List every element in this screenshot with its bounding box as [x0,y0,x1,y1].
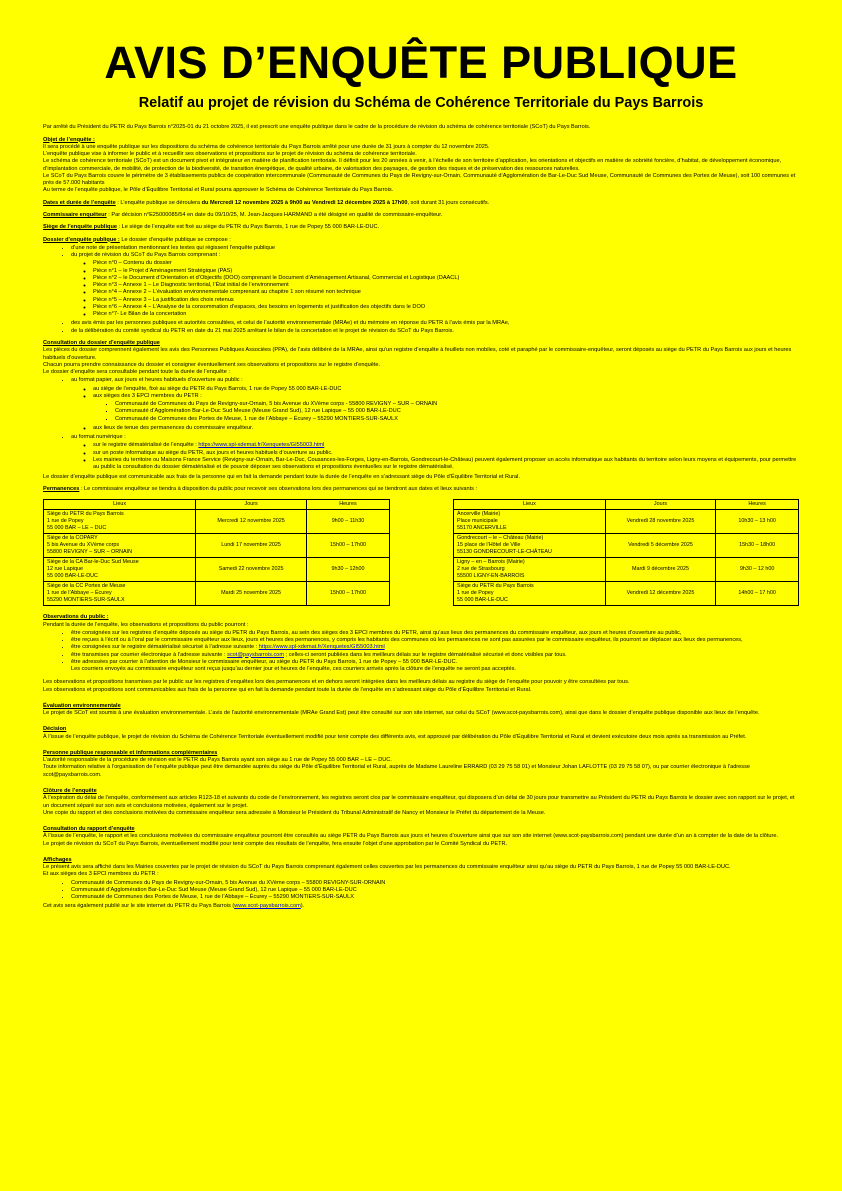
list-item-label: du projet de révision du SCoT du Pays Barrois comprenant : [71,252,221,259]
section-cloture [43,788,799,817]
list-item: ◦ aux lieux de tenue des permanences du commissaire enquêteur. [93,425,799,432]
list-item [71,377,799,432]
email-link[interactable]: scot@paysbarrois.com [227,651,285,658]
list-item: ◦ Pièce n°4 – Annexe 2 – L’évaluation environnementale comprenant au chapitre 1 son résumé non technique [93,289,799,296]
page-title: AVIS D’ENQUÊTE PUBLIQUE [104,37,738,88]
paragraph: Les pièces du dossier comprennent également les avis des Personnes Publiques Associées (PPA), de l’avis délibéré de la MRAe, ainsi qu’un registre d’enquête à feuillets non mobiles, coté et paraphé par le commissaire-enquêteur, seront déposés au siège du PETR du Pays Barrois aux jours et heures habituels d’ouverture. [43,347,792,361]
permanences-table-right [453,499,799,606]
sublist [71,442,799,471]
section-heading: Objet de l’enquête : [43,136,95,143]
heure-cell: 15h30 – 18h00 [716,534,799,558]
text: ; celles-ci seront publiées dans les meilleurs délais sur le registre dématérialisé sécurisé et donc visibles par tous. [284,651,567,658]
lieu-line: 1 rue de Popey [457,590,494,597]
lieu-line: Place municipale [457,518,498,525]
lieu-cell [454,510,606,534]
lieu-cell [454,558,606,582]
paragraph: Toute information relative à l’organisation de l’enquête publique peut être demandée auprès du siège du Pôle d’Équilibre Territorial et Rural, auprès de Madame Laureline ERRARD (03 29 75 58 01) et Monsieur Johan LAFLOTTE (03 29 75 58 07), ou par courrier électronique à l’adresse scot@paysbarrois.com. [43,764,750,778]
jour-cell: Vendredi 12 décembre 2025 [605,582,715,606]
list-item: ▪ Communauté de Communes des Portes de Meuse, 1 rue de l’Abbaye – Écurey – 55290 MONTIERS-SUR-SAULX [115,416,799,423]
section-heading: Décision [43,726,67,733]
list-item [93,442,799,449]
section-affichages [43,857,799,911]
date-range: du Mercredi 12 novembre 2025 à 9h00 au Vendredi 12 décembre 2025 à 17h00 [201,199,408,206]
list-item: ▪ Communauté de Communes du Pays de Revigny-sur-Ornain, 5 bis Avenue du XVème corps - 55800 REVIGNY – SUR – ORNAIN [115,401,799,408]
section-consultation [43,340,799,481]
section-decision [43,726,799,741]
lieu-line: 55 000 BAR – LE – DUC [47,525,107,532]
list-item: • des avis émis par les personnes publiques et autorités consultées, et celui de l’autorité environnementale (MRAe) et du mémoire en réponse du PETR à l’avis émis par la MRAe, [71,320,799,327]
section-heading: Affichages [43,856,72,863]
page-subtitle: Relatif au projet de révision du Schéma de Cohérence Territoriale du Pays Barrois [138,94,704,111]
text: : L’enquête publique se déroulera [115,199,202,206]
column-header: Lieux [44,500,196,510]
list-item: • Communauté de Communes des Portes de Meuse, 1 rue de l’Abbaye – Écurey – 55290 MONTIERS-SUR-SAULX [71,894,799,901]
table-row [454,582,799,606]
lieu-line: Siège du PETR du Pays Barrois [457,583,534,590]
heure-cell: 15h00 – 17h00 [306,582,389,606]
list-item: ◦ Pièce n°0 – Contenu du dossier [93,260,799,267]
column-header: Jours [196,500,307,510]
heure-cell: 14h00 – 17 h00 [716,582,799,606]
registre-link[interactable]: https://www.spl-xdemat.fr/Xenquetes/GI55003.html [198,442,325,449]
lieu-line: 1 rue de l’Abbaye – Écurey [47,590,112,597]
list-item: • être consignées sur les registres d’enquête déposés au siège du PETR du Pays Barrois, au sein des sièges des 3 EPCI membres du PETR, ainsi qu’aux lieux des permanences du commissaire enquêteur, aux jours et heures d’ouverture au public, [71,630,799,637]
table-row [44,534,390,558]
paragraph: L’autorité responsable de la procédure de révision est le PETR du Pays Barrois ayant son siège au 1 rue de Popey 55 000 BAR – LE – DUC. [43,757,392,764]
jour-cell: Samedi 22 novembre 2025 [196,558,307,582]
epci-list [93,401,799,423]
section-dossier [43,237,799,335]
consultation-list [43,377,799,471]
section-heading: Observations du public : [43,614,109,621]
section-heading: Permanences [43,485,80,492]
section-heading: Dates et durée de l’enquête [43,199,116,206]
lieu-cell [454,582,606,606]
jour-cell: Mardi 25 novembre 2025 [196,582,307,606]
lieu-cell [44,534,196,558]
list-item: ◦ Pièce n°3 – Annexe 1 – Le Diagnostic territorial, l’État initial de l’environnement [93,282,799,289]
section-objet [43,137,799,195]
section-heading: Consultation du rapport d’enquête [43,826,135,833]
registre-link[interactable]: https://www.spl-xdemat.fr/Xenquetes/GI55003.html [258,644,385,651]
lieu-cell [44,582,196,606]
table-row [44,510,390,534]
section-responsable [43,750,799,779]
section-heading: Siège de l’enquête publique [43,224,117,231]
paragraph: Une copie du rapport et des conclusions motivées du commissaire enquêteur sera adressée à Monsieur le Président du Tribunal Administratif de Nancy et Monsieur le Préfet du département de la Meuse. [43,809,546,816]
lieu-line: 55 000 BAR-LE-DUC [47,573,98,580]
table-row [454,558,799,582]
list-item [93,393,799,423]
text: sur le registre dématérialisé de l’enquête : [93,442,199,449]
lieu-line: 55500 LIGNY-EN-BARROIS [457,573,525,580]
section-heading: Consultation du dossier d’enquête publique [43,339,160,346]
column-header: Heures [716,500,799,510]
lieu-line: 55290 MONTIERS-SUR-SAULX [47,597,125,604]
heure-cell: 9h30 – 12 h00 [716,558,799,582]
section-evaluation [43,703,799,718]
list-item: ◦ Pièce n°2 – le Document d’Orientation et d’Objectifs (DOO) comprenant le Document d’Aménagement Artisanal, Commercial et Logistique (DAACL) [93,275,799,282]
paragraph: Le dossier d’enquête sera consultable pendant toute la durée de l’enquête : [43,369,230,376]
sublist [71,386,799,433]
text: Cet avis sera également publié sur le site internet du PETR du Pays Barrois ( [43,903,235,910]
lieu-line: 55130 GONDRECOURT-LE-CHÂTEAU [457,549,552,556]
list-item-label: aux sièges des 3 EPCI membres du PETR : [93,392,202,399]
list-item: • Communauté d’Agglomération Bar-Le-Duc Sud Meuse (Meuse Grand Sud), 12 rue Lapique – 55 000 BAR-LE-DUC [71,887,799,894]
section-heading: Commissaire enquêteur [43,212,107,218]
list-item: ◦ Les mairies du territoire ou Maisons France Service (Revigny-sur-Ornain, Bar-Le-Duc, Cousances-les-Forges, Ligny-en-Barrois, Gondrecourt-le-Château) peuvent également proposer un accès informatique aux habitants du territoire selon leurs moyens et équipements, pour permettre au public la consultation du dossier dématérialisé et de pouvoir déposer ses observations et propositions éventuelles sur le registre dématérialisé. [93,457,799,472]
column-header: Heures [306,500,389,510]
notice-page [43,38,799,911]
lieu-line: Siège de la CA Bar-le-Duc Sud Meuse [47,559,139,566]
text: : Le commissaire enquêteur se tiendra à disposition du public pour recevoir ses observations lors des permanences qui se tiendront aux dates et lieux suivants : [79,485,478,492]
section-heading: Personne publique responsable et informations complémentaires [43,749,218,756]
list-item: ◦ Pièce n°1 – le Projet d’Aménagement Stratégique (PAS) [93,268,799,275]
text: Les courriers envoyés au commissaire enquêteur sont reçus jusqu’au dernier jour et heures de l’enquête, ces courriers arrivés après la clôture de l’enquête ne seront pas acceptés. [71,666,516,673]
intro-paragraph: Par arrêté du Président du PETR du Pays Barrois n°2025-01 du 21 octobre 2025, il est prescrit une enquête publique dans le cadre de la procédure de révision du schéma de cohérence territoriale (SCoT) du Pays Barrois. [43,124,591,131]
text: ). [300,903,305,910]
column-header: Jours [605,500,715,510]
text: , soit durant 31 jours consécutifs. [407,199,490,206]
lieu-line: 1 rue de Popey [47,518,84,525]
list-item: ◦ sur un poste informatique au siège du PETR, aux jours et heures habituels d’ouverture au public. [93,450,799,457]
heure-cell: 9h30 – 12h00 [306,558,389,582]
paragraph [43,903,799,910]
text: : Le siège de l’enquête est fixé au siège du PETR du Pays Barrois, 1 rue de Popey 55 000 BAR-LE-DUC. [116,224,380,231]
website-link[interactable]: www.scot-paysbarrois.com [234,903,301,910]
section-commissaire [43,212,799,219]
paragraph: Pendant la durée de l’enquête, les observations et propositions du public pourront : [43,621,249,628]
paragraph: Au terme de l’enquête publique, le Pôle d’Équilibre Territorial et Rural pourra approuver le Schéma de Cohérence Territoriale du Pays Barrois. [43,187,394,194]
lieu-line: Siège de la CC Portes de Meuse [47,583,126,590]
text: être consignées sur le registre dématérialisé sécurisé à l’adresse suivante : [71,644,259,651]
paragraph: À l’expiration du délai de l’enquête, conformément aux articles R123-18 et suivants du code de l’environnement, les registres seront clos par le commissaire enquêteur, qui disposera d’un délai de 30 jours pour transmettre au Président du PETR du Pays Barrois le dossier avec son rapport sur le projet, et un document séparé sur son avis et conclusions motivées, également sur le projet. [43,795,795,809]
list-item: ▪ Communauté d’Agglomération Bar-Le-Duc Sud Meuse (Meuse Grand Sud), 12 rue Lapique – 55 000 BAR-LE-DUC [115,408,799,415]
heure-cell: 9h00 – 11h30 [306,510,389,534]
lieu-line: 15 place de l’Hôtel de Ville [457,542,521,549]
lieu-line: 5 bis Avenue du XVème corps [47,542,120,549]
section-rapport [43,826,799,848]
list-item-label: au format numérique : [71,434,126,441]
lieu-line: 55800 REVIGNY – SUR – ORNAIN [47,549,132,556]
paragraph: À l’issue de l’enquête publique, le projet de révision du Schéma de Cohérence Territoriale éventuellement modifié pour tenir compte des différents avis, est approuvé par délibération du Pôle d’Équilibre Territorial et Rural et devient exécutoire deux mois après sa transmission au Préfet. [43,733,747,740]
section-dates [43,200,799,207]
lieu-cell [44,510,196,534]
list-item [71,644,799,651]
lieu-line: 12 rue Lapique [47,566,83,573]
observations-list [43,630,799,674]
section-permanences [43,486,799,493]
lieu-line: Ancerville (Mairie) [457,511,501,518]
paragraph: Le projet de révision du SCoT du Pays Barrois, éventuellement modifié pour tenir compte des résultats de l’enquête, fera ensuite l’objet d’une approbation par le Comité Syndical du PETR. [43,840,508,847]
section-heading: Clôture de l’enquête [43,788,97,795]
list-item: • être reçues à l’écrit ou à l’oral par le commissaire enquêteur aux lieux, jours et heures des permanences, y compris les habitants des communes où les permanences ne sont pas assurées par le commissaire enquêteur, ils pourront se déplacer aux lieux des permanences, [71,637,799,644]
table-header-row [454,500,799,510]
text: • être adressées par courrier à l’attention de Monsieur le commissaire enquêteur, au siège du PETR du Pays Barrois, 1 rue de Popey – 55 000 BAR-LE-DUC. [71,658,458,665]
paragraph: Le schéma de cohérence territoriale (SCoT) est un document pivot et intégrateur en matière de planification territoriale. Il définit pour les 20 années à venir, à l’échelle de son territoire d’application, les orientations et objectifs en matière de sobriété foncière, d’habitat, de développement économique, d’implantation commerciale, de mobilité, de protection de la biodiversité, de transition énergétique, de qualité urbaine, de valorisation des paysages, de gestion des risques et de préservation des ressources naturelles. [43,158,782,172]
paragraph: Et aux sièges des 3 EPCI membres du PETR : [43,871,159,878]
paragraph: Chacun pourra prendre connaissance du dossier et consigner éventuellement ses observations et propositions sur le registre d’enquête. [43,361,381,368]
list-item [71,659,799,674]
lieu-line: 2 rue de Strasbourg [457,566,505,573]
paragraph: Les observations et propositions transmises par le public sur les registres d’enquêtes lors des permanences et en dehors seront intégrées dans les meilleurs délais au registre du siège de l’enquête pour pouvoir y être consultées par tous. [43,679,630,686]
list-item: • d’une note de présentation mentionnant les textes qui régissent l’enquête publique [71,245,799,252]
jour-cell: Lundi 17 novembre 2025 [196,534,307,558]
jour-cell: Vendredi 28 novembre 2025 [605,510,715,534]
paragraph: Le dossier d’enquête publique est communicable aux frais de la personne qui en fait la demande pendant toute la durée de l’enquête en s’adressant siège du Pôle d’Équilibre Territorial et Rural. [43,473,520,480]
section-heading: Dossier d’enquête publique : [43,236,120,243]
list-item [71,434,799,471]
text: Le dossier d’enquête publique se compose : [119,236,231,243]
column-header: Lieux [454,500,606,510]
lieu-line: 55 000 BAR-LE-DUC [457,597,508,604]
table-header-row [44,500,390,510]
lieu-cell [454,534,606,558]
list-item: ◦ Pièce n°7- Le Bilan de la concertation [93,311,799,318]
list-item: • de la délibération du comité syndical du PETR en date du 21 mai 2025 arrêtant le bilan de la concertation et le projet de révision du SCoT du Pays Barrois. [71,328,799,335]
section-siege [43,224,799,231]
jour-cell: Mardi 9 décembre 2025 [605,558,715,582]
list-item: ◦ Pièce n°6 – Annexe 4 – L’Analyse de la consommation d’espaces, des besoins en logements et justification des objectifs dans le DOO [93,304,799,311]
lieu-line: Gondrecourt – le – Château (Mairie) [457,535,544,542]
text: : Par décision n°E25000085/54 en date du 09/10/25, M. Jean-Jacques HARMAND a été désigné en qualité de commissaire-enquêteur. [106,212,443,218]
list-item: ◦ Pièce n°5 – Annexe 3 – La justification des choix retenus [93,297,799,304]
list-item [71,252,799,318]
heure-cell: 10h30 – 13 h00 [716,510,799,534]
lieu-line: Siège du PETR du Pays Barrois [47,511,124,518]
paragraph: Le présent avis sera affiché dans les Mairies couvertes par le projet de révision du SCoT du Pays Barrois comprenant également celles couvertes par les permanences du commissaire enquêteur ainsi qu’au siège du PETR du Pays Barrois, 1 rue de Popey 55 000 BAR-LE-DUC. [43,864,731,871]
lieu-line: 55170 ANCERVILLE [457,525,507,532]
jour-cell: Vendredi 5 décembre 2025 [605,534,715,558]
table-row [454,510,799,534]
dossier-list [43,245,799,335]
lieu-cell [44,558,196,582]
paragraph: Le SCoT du Pays Barrois couvre le périmètre de 3 établissements publics de coopération intercommunale (Communauté de Communes du Pays de Revigny-sur-Ornain, Communauté d’Agglomération de Bar-Le-Duc Sud Meuse, Communauté de Communes des Portes de Meuse), soit 100 communes et près de 57.000 habitants [43,172,796,187]
paragraph: Les observations et propositions sont communicables aux frais de la personne qui en fait la demande pendant toute la durée de l’enquête en s’adressant siège du Pôle d’Équilibre Territorial et Rural. [43,686,532,693]
jour-cell: Mercredi 12 novembre 2025 [196,510,307,534]
paragraph: Le projet de SCoT est soumis à une évaluation environnementale. L’avis de l’autorité environnementale (MRAe Grand Est) peut être consulté sur son site internet, sur celui du SCoT (www.scot-paysbarrois.com), ainsi que dans le dossier d’enquête publique disponible aux lieux de l’enquête. [43,710,760,717]
permanences-tables [43,499,799,606]
lieu-line: Siège de la COPARY [47,535,98,542]
paragraph: L’enquête publique vise à informer le public et à recueillir ses observations et propositions sur le projet de révision du schéma de cohérence territoriale. [43,151,417,158]
table-row [44,558,390,582]
table-row [454,534,799,558]
list-item-label: au format papier, aux jours et heures habituels d’ouverture au public : [71,377,243,384]
table-row [44,582,390,606]
section-observations [43,614,799,694]
paragraph: À l’issue de l’enquête, le rapport et les conclusions motivées du commissaire enquêteur pourront être consultés au siège PETR du Pays Barrois aux jours et heures d’ouverture ainsi que sur son site internet (www.scot-paysbarrois.com) pendant une durée d’un an à compter de la date de la clôture. [43,833,779,840]
text: être transmises par courrier électronique à l’adresse suivante : [71,651,228,658]
lieu-line: Ligny – en – Barrois (Mairie) [457,559,525,566]
paragraph: Il sera procédé à une enquête publique sur les dispositions du schéma de cohérence territoriale du Pays Barrois arrêté pour une durée de 31 jours à compter du 12 novembre 2025. [43,143,490,150]
list-item: • Communauté de Communes du Pays de Revigny-sur-Ornain, 5 bis Avenue du XVème corps – 55800 REVIGNY-SUR-ORNAIN [71,880,799,887]
permanences-table-left [43,499,390,606]
heure-cell: 15h00 – 17h00 [306,534,389,558]
list-item: ◦ au siège de l’enquête, fixé au siège du PETR du Pays Barrois, 1 rue de Popey 55 000 BAR-LE-DUC [93,386,799,393]
pieces-list [71,260,799,318]
list-item [71,652,799,659]
affichages-list [43,880,799,902]
section-heading: Évaluation environnementale [43,702,121,709]
